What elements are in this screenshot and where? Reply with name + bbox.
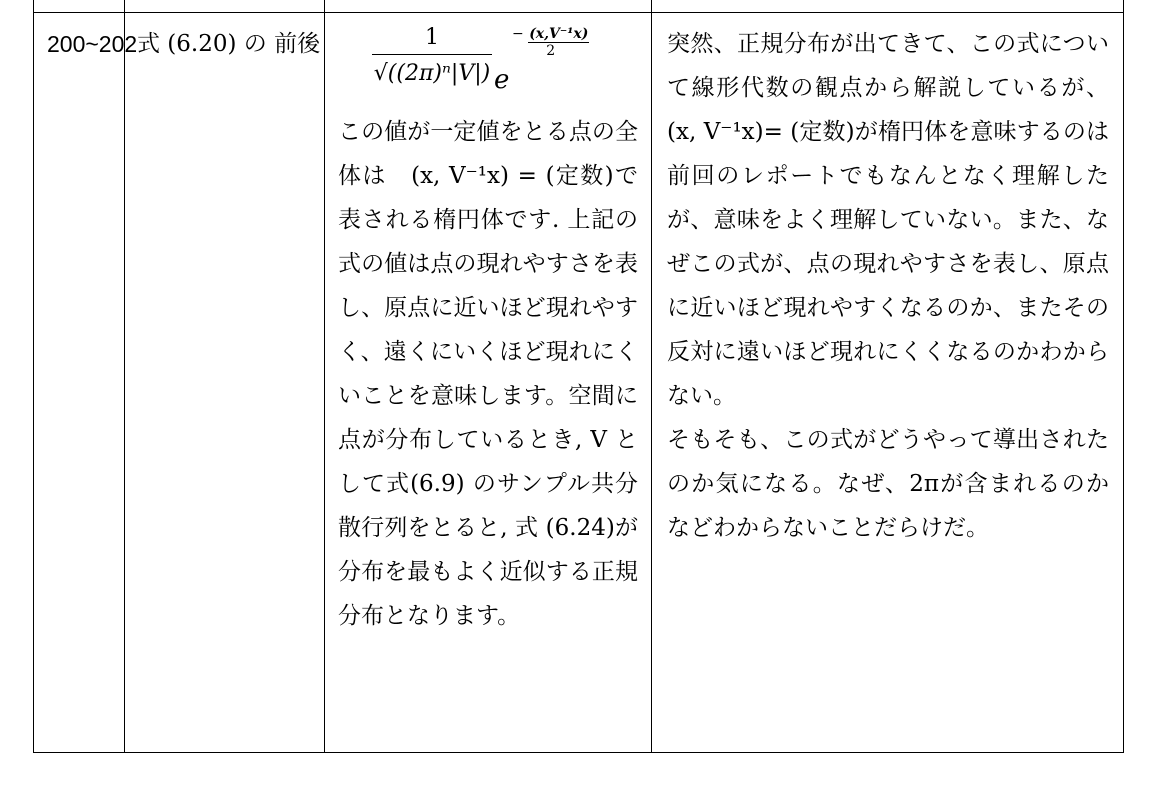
formula-fraction <box>372 24 492 91</box>
formula-exponent <box>512 26 589 59</box>
table-top-border <box>34 12 1123 13</box>
comment-paragraph: そもそも、この式がどうやって導出されたのか気になる。なぜ、2πが含まれるのかなどわからないことだらけだ。 <box>667 427 1109 541</box>
summary-text: この値が一定値をとる点の全体は (x, V⁻¹x) = (定数)で表される楕円体です. 上記の式の値は点の現れやすさを表し、原点に近いほど現れやすく、遠くにいくほど現れにくいことを意味します。空間に点が分布しているとき, V として式(6.9) のサンプル共分散行列をとると, 式 (6.24)が分布を最もよく近似する正規分布となります。 <box>338 119 638 629</box>
formula-numerator: 1 <box>425 25 439 50</box>
formula-denominator: √((2π)ⁿ|V|) <box>373 61 491 86</box>
exponent-denominator: 2 <box>546 43 556 59</box>
exponent-sign: − <box>512 26 524 42</box>
comment-paragraph: 突然、正規分布が出てきて、この式について線形代数の観点から解説しているが、(x, V⁻¹x)= (定数)が楕円体を意味するのは前回のレポートでもなんとなく理解したが、意味をよく理解していない。また、なぜこの式が、点の現れやすさを表し、原点に近いほど現れやすくなるのか、またその反対に遠いほど現れにくくなるのかわからない。 <box>667 31 1109 409</box>
location-cell: 式 (6.20) の 前後 <box>137 31 321 57</box>
content-cell <box>338 22 638 638</box>
formula-base: e <box>494 65 510 95</box>
column-divider <box>324 0 325 752</box>
column-divider <box>124 0 125 752</box>
density-formula <box>338 22 638 110</box>
comment-cell <box>667 22 1109 550</box>
exponent-numerator: (x,V⁻¹x) <box>529 26 589 42</box>
column-divider <box>651 0 652 752</box>
line-number-cell: 200~202 <box>47 31 138 57</box>
fraction-bar <box>372 54 492 55</box>
notes-table <box>33 0 1124 753</box>
